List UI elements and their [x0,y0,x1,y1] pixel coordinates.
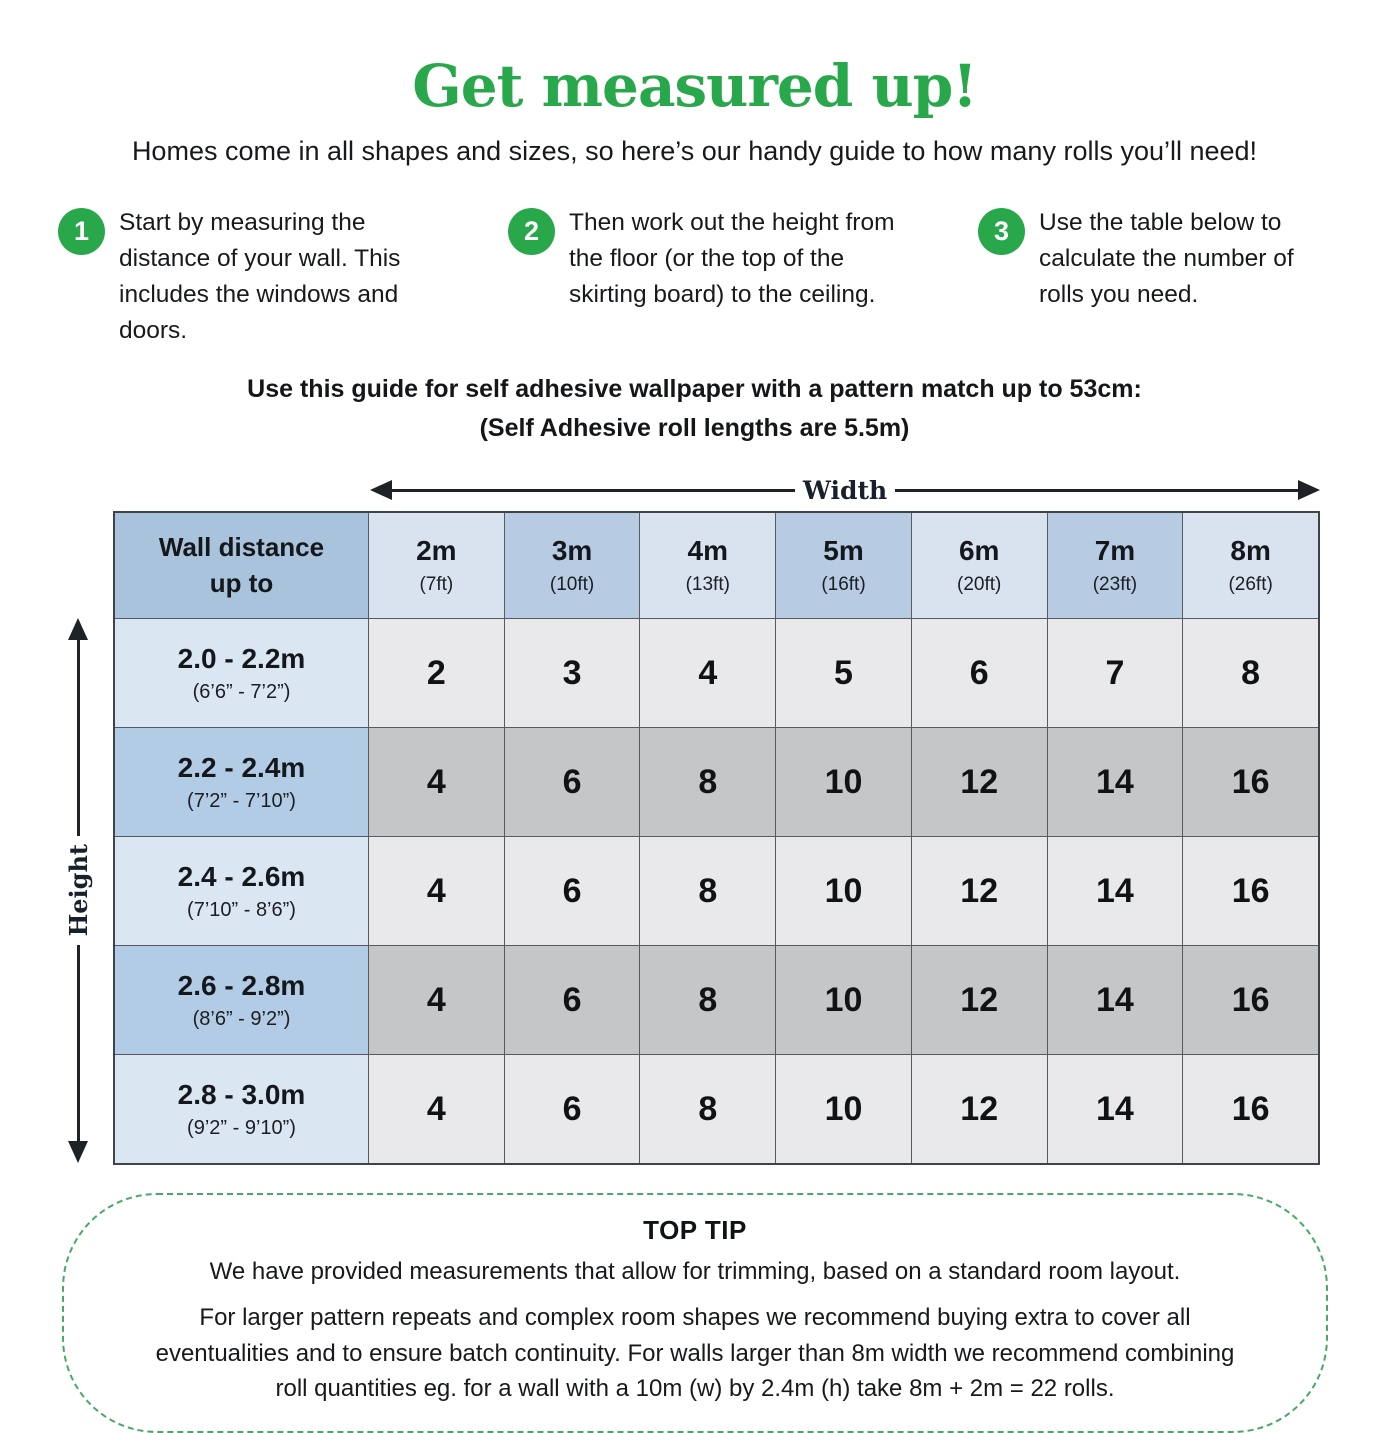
row-header-feet: (7’2” - 7’10”) [187,789,296,812]
column-header-feet: (13ft) [685,574,730,595]
column-header-feet: (26ft) [1228,574,1273,595]
column-header-feet: (20ft) [957,574,1002,595]
column-header-7m [1048,513,1183,618]
row-header [115,619,368,727]
width-axis-label: Width [802,475,888,505]
row-header [115,1055,368,1163]
rolls-count: 14 [1096,1089,1134,1128]
rolls-count: 16 [1231,871,1270,910]
row-header-feet: (8’6” - 9’2”) [192,1007,291,1030]
column-header-feet: (16ft) [821,574,866,595]
arrow-right-icon [1298,480,1320,500]
subtitle: Homes come in all shapes and sizes, so here’s our handy guide to how many rolls you’ll need! [131,136,1258,166]
value-cell [776,837,911,945]
arrow-up-icon [68,618,88,640]
value-cell [369,619,504,727]
column-header-feet: (10ft) [549,574,595,595]
column-header-feet: (23ft) [1092,574,1138,595]
rolls-count: 8 [698,980,718,1019]
rolls-count: 6 [562,980,582,1019]
rolls-count: 4 [426,980,446,1019]
steps-row [0,205,1389,349]
height-axis-line [77,945,80,1141]
row-header [115,946,368,1054]
row-header [115,728,368,836]
guide-line-2: (Self Adhesive roll lengths are 5.5m) [479,414,910,442]
top-tip-box [62,1193,1328,1433]
guide-line-1: Use this guide for self adhesive wallpaper with a pattern match up to 53cm: [247,375,1142,403]
column-header-4m [640,513,775,618]
row-header-feet: (6’6” - 7’2”) [192,680,291,703]
row-header-feet: (9’2” - 9’10”) [187,1116,296,1139]
value-cell [505,619,640,727]
rolls-count: 14 [1096,762,1134,801]
rolls-count: 6 [562,871,582,910]
rolls-count: 10 [824,762,863,801]
value-cell [369,946,504,1054]
value-cell [776,1055,911,1163]
rolls-count: 12 [960,762,999,801]
value-cell [640,837,775,945]
value-cell [912,619,1047,727]
page-title: Get measured up! [412,52,977,120]
value-cell [505,946,640,1054]
rolls-count: 4 [426,871,446,910]
rolls-count: 6 [562,1089,582,1128]
rolls-count: 3 [562,653,582,692]
width-axis-line [895,489,1298,492]
arrow-left-icon [370,480,392,500]
rolls-count: 8 [698,1089,718,1128]
value-cell [1048,946,1183,1054]
value-cell [776,946,911,1054]
value-cell [505,1055,640,1163]
value-cell [1048,728,1183,836]
value-cell [1183,946,1318,1054]
row-header-metres: 2.6 - 2.8m [177,969,306,1001]
column-header-feet: (7ft) [419,574,454,595]
height-axis [63,618,93,1163]
column-header-metres: 4m [687,535,729,566]
rolls-count: 8 [698,762,718,801]
value-cell [369,837,504,945]
rolls-count: 14 [1096,871,1134,910]
row-header-metres: 2.2 - 2.4m [177,751,306,783]
rolls-count: 8 [1241,653,1261,692]
corner-header-wall-distance [115,513,368,618]
step-2 [508,205,910,349]
column-header-8m [1183,513,1318,618]
step-number-badge: 1 [58,208,105,255]
rolls-count: 12 [960,871,999,910]
corner-header-line: up to [209,567,274,598]
row-header-feet: (7’10” - 8’6”) [187,898,296,921]
top-tip-heading: TOP TIP [643,1215,747,1245]
value-cell [369,728,504,836]
rolls-count: 4 [426,1089,446,1128]
rolls-count: 10 [824,1089,863,1128]
value-cell [640,1055,775,1163]
column-header-metres: 6m [958,535,1000,566]
rolls-count: 10 [824,871,863,910]
value-cell [776,728,911,836]
rolls-count: 4 [698,653,718,692]
step-number-badge: 2 [508,208,555,255]
value-cell [505,837,640,945]
rolls-count: 10 [824,980,863,1019]
rolls-count: 16 [1231,762,1270,801]
column-header-6m [912,513,1047,618]
column-header-metres: 3m [551,535,593,566]
column-header-metres: 8m [1230,535,1271,566]
rolls-count: 6 [562,762,582,801]
value-cell [912,728,1047,836]
value-cell [640,619,775,727]
value-cell [640,946,775,1054]
step-number-badge: 3 [978,208,1025,255]
rolls-count: 16 [1231,1089,1270,1128]
rolls-needed-table [113,511,1320,1165]
corner-header-line: Wall distance [158,532,325,563]
rolls-count: 4 [426,762,446,801]
value-cell [1183,728,1318,836]
step-1 [58,205,440,349]
value-cell [912,1055,1047,1163]
top-tip-line-2: For larger pattern repeats and complex room shapes we recommend buying extra to cover all eventualities and to ensure batch continuity. For walls larger than 8m width we recommend combining roll quantities eg. for a wall with a 10m (w) by 2.4m (h) take 8m + 2m = 22 rolls. [155,1304,1235,1403]
value-cell [505,728,640,836]
rolls-count: 16 [1231,980,1270,1019]
row-header-metres: 2.0 - 2.2m [177,642,306,674]
rolls-count: 2 [426,653,446,692]
column-header-metres: 5m [823,535,864,566]
row-header [115,837,368,945]
rolls-count: 14 [1096,980,1134,1019]
value-cell [640,728,775,836]
value-cell [1183,837,1318,945]
table-zone [63,511,1320,1165]
row-header-metres: 2.4 - 2.6m [177,860,306,892]
step-text: Start by measuring the distance of your wall. This includes the windows and doors. [119,209,401,344]
column-header-3m [505,513,640,618]
top-tip-line-1: We have provided measurements that allow for trimming, based on a standard room layout. [209,1258,1181,1285]
value-cell [776,619,911,727]
arrow-down-icon [68,1141,88,1163]
rolls-count: 12 [960,1089,999,1128]
width-axis-line [392,489,795,492]
value-cell [912,946,1047,1054]
value-cell [369,1055,504,1163]
width-axis [370,475,1320,505]
rolls-count: 5 [834,653,853,692]
step-text: Then work out the height from the floor (or the top of the skirting board) to the ceiling. [569,209,895,308]
rolls-count: 8 [698,871,718,910]
value-cell [1048,1055,1183,1163]
rolls-count: 7 [1105,653,1125,692]
column-header-5m [776,513,911,618]
column-header-metres: 2m [416,535,457,566]
rolls-count: 12 [960,980,999,1019]
row-header-metres: 2.8 - 3.0m [177,1078,306,1110]
column-header-2m [369,513,504,618]
value-cell [1048,837,1183,945]
value-cell [1048,619,1183,727]
value-cell [1183,1055,1318,1163]
value-cell [1183,619,1318,727]
column-header-metres: 7m [1094,535,1136,566]
rolls-count: 6 [969,653,989,692]
height-axis-label: Height [63,844,93,937]
step-text: Use the table below to calculate the number of rolls you need. [1039,209,1294,308]
value-cell [912,837,1047,945]
step-3 [978,205,1336,349]
height-axis-line [77,640,80,836]
